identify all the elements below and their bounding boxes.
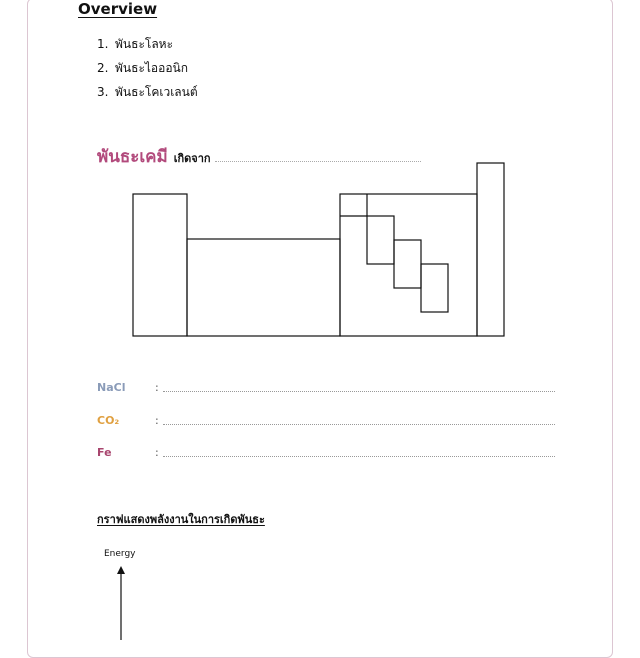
block-d [187, 239, 340, 336]
energy-axis-arrow-icon [117, 566, 125, 574]
block-p [340, 194, 477, 336]
list-item-number: 3. [97, 85, 109, 99]
compound-row-fe [97, 446, 555, 459]
block-s [133, 194, 187, 336]
staircase-step-2 [394, 240, 421, 288]
compound-colon: : [155, 381, 159, 394]
energy-axis [117, 566, 125, 640]
overview-title: Overview [78, 0, 158, 18]
list-item-number: 1. [97, 37, 109, 51]
answer-line[interactable] [163, 390, 555, 392]
compound-label: CO₂ [97, 414, 120, 427]
bond-title: พันธะเคมี [97, 147, 168, 167]
staircase-step-3 [421, 264, 448, 312]
compound-label: Fe [97, 446, 112, 459]
compound-row-co2 [97, 414, 555, 427]
compound-colon: : [155, 446, 159, 459]
answer-line[interactable] [163, 455, 555, 457]
staircase-step-1 [367, 216, 394, 264]
block-noble [477, 163, 504, 336]
compound-row-nacl [97, 381, 555, 394]
list-item-label: พันธะโลหะ [115, 37, 174, 51]
list-item-label: พันธะโคเวเลนต์ [115, 85, 198, 99]
bond-from-label: เกิดจาก [173, 152, 211, 165]
graph-title: กราฟแสดงพลังงานในการเกิดพันธะ [97, 513, 265, 526]
list-item-label: พันธะไอออนิก [115, 61, 189, 75]
compound-colon: : [155, 414, 159, 427]
list-item-number: 2. [97, 61, 109, 75]
energy-axis-label: Energy [104, 549, 136, 559]
answer-line[interactable] [163, 423, 555, 425]
compound-label: NaCl [97, 381, 126, 394]
